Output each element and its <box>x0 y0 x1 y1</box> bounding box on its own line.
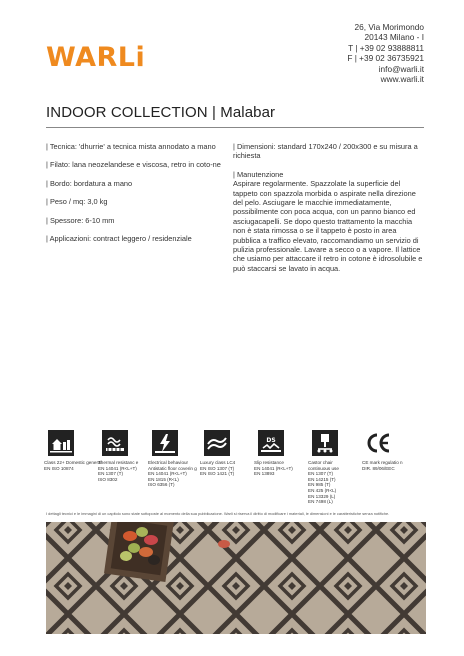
spec-weight: | Peso / mq: 3,0 kg <box>46 197 108 207</box>
cert-slip-resistance <box>254 430 298 477</box>
specs-left-column <box>46 142 231 252</box>
cert-castor-line-6: EN 425 (R<L) <box>308 487 337 493</box>
loose-fruit <box>218 540 230 548</box>
cert-luxury-line-2: EN ISO 1307 (T) <box>200 465 235 471</box>
cert-castor-line-3: EN 1307 (T) <box>308 471 334 477</box>
cert-castor-line-8: EN 7498 (L) <box>308 499 333 505</box>
electrical-behaviour-icon <box>152 430 178 456</box>
company-address <box>347 22 424 84</box>
spec-thickness: | Spessore: 6-10 mm <box>46 215 115 225</box>
maintenance-text: Aspirare regolarmente. Spazzolate la superficie del tappeto con spazzola morbida o aspirate nella direzione del pelo. Asciugare le macchie immediatamente, possibilmente con poca acqua, con un panno bianco ed asciugacapelli. Se dopo questo trattamento la macchia non è stata rimossa o se il tappeto è posto in area pubblica a traffico elevato, raccomandiamo un servizio di pulizia professionale. Lavare a secco o a vapore. Il lattice che usiamo per attaccare il retro in cotone è idrosolubile e può staccarsi se lavato in acqua. <box>233 179 423 273</box>
fruit-tray <box>104 522 174 582</box>
cert-slip-line-1: Slip resistance <box>254 460 284 465</box>
warli-logo: WARLi <box>46 42 146 73</box>
luxury-class-icon <box>204 430 230 456</box>
address-email[interactable]: info@warli.it <box>378 63 424 74</box>
cert-castor-chair <box>308 430 352 505</box>
cert-electrical-line-2: Antistatic floor coverin g <box>148 465 197 471</box>
maintenance-title: | Manutenzione <box>233 169 284 179</box>
cert-thermal-line-1: Thermal resistanc e <box>98 460 139 465</box>
cert-castor-line-1: Castor chair <box>308 460 333 465</box>
cert-domestic-line-2: EN ISO 10874 <box>44 465 74 471</box>
cert-luxury-line-3: EN ISO 1421 (T) <box>200 471 235 477</box>
cert-domestic-class <box>44 430 102 471</box>
cert-slip-line-3: EN 13893 <box>254 471 275 477</box>
cert-ce-line-2: DIR. 89/06/EEC <box>362 465 395 471</box>
certification-icons <box>44 430 434 510</box>
address-street: 26, Via Morimondo <box>354 22 424 32</box>
cert-castor-line-2: continuous use <box>308 465 339 471</box>
cert-electrical-line-3: EN 14041 (R<L+T) <box>148 471 187 477</box>
title-divider <box>46 127 424 128</box>
disclaimer-text: I dettagli tecnici e le immagini di un capitolo sono state sottoposte al momento della sua pubblicazione. Warli si riserva il diritto di modificare i materiali, le dimensioni e le caratteristiche senza notifiche. <box>46 511 390 516</box>
cert-domestic-line-1: Class 22+ Domestic general <box>44 460 102 465</box>
castor-chair-icon <box>312 430 338 456</box>
address-web[interactable]: www.warli.it <box>380 74 424 85</box>
ce-mark-icon <box>366 430 392 456</box>
cert-luxury-line-1: Luxury class LC4 <box>200 460 236 465</box>
svg-text:DS: DS <box>266 437 276 444</box>
cert-thermal-line-2: EN 14041 (R<L+T) <box>98 465 137 471</box>
cert-ce-mark <box>362 430 406 471</box>
cert-thermal-resistance <box>98 430 142 482</box>
address-fax: F | +39 02 36735921 <box>347 53 424 64</box>
spec-technique: | Tecnica: 'dhurrie' a tecnica mista annodato a mano <box>46 142 216 151</box>
page-title: INDOOR COLLECTION | Malabar <box>46 104 276 121</box>
address-city: 20143 Milano - I <box>364 32 424 43</box>
cert-electrical-line-4: EN 1815 (R<L) <box>148 476 179 482</box>
product-photo <box>46 522 426 634</box>
slip-resistance-icon <box>258 430 284 456</box>
cert-castor-line-5: EN 985 (T) <box>308 482 331 488</box>
cert-castor-line-7: EN 13329 (L) <box>308 493 336 499</box>
cert-thermal-line-4: ISO 8302 <box>98 476 118 482</box>
spec-dimensions: | Dimensioni: standard 170x240 / 200x300 e su misura a richiesta <box>233 142 418 161</box>
cert-electrical-line-5: ISO 6356 (T) <box>148 482 175 488</box>
address-phone: T | +39 02 93888811 <box>348 42 424 53</box>
thermal-resistance-icon <box>102 430 128 456</box>
cert-thermal-line-3: EN 1307 (T) <box>98 471 124 477</box>
rug-pattern <box>46 522 426 634</box>
cert-ce-line-1: CE mark regulatio n <box>362 460 403 465</box>
spec-yarn: | Filato: lana neozelandese e viscosa, retro in coto-ne <box>46 160 221 170</box>
rug-image <box>46 522 426 634</box>
spec-applications: | Applicazioni: contract leggero / residenziale <box>46 234 192 244</box>
cert-slip-line-2: EN 14041 (R<L+T) <box>254 465 293 471</box>
cert-castor-line-4: EN 14215 (T) <box>308 476 336 482</box>
cert-luxury-class <box>200 430 244 477</box>
cert-electrical-line-1: Electrical behaviour <box>148 460 189 465</box>
spec-border: | Bordo: bordatura a mano <box>46 178 133 188</box>
specs-right-column <box>233 142 426 273</box>
cert-electrical-behaviour <box>148 430 197 488</box>
domestic-class-icon <box>48 430 74 456</box>
